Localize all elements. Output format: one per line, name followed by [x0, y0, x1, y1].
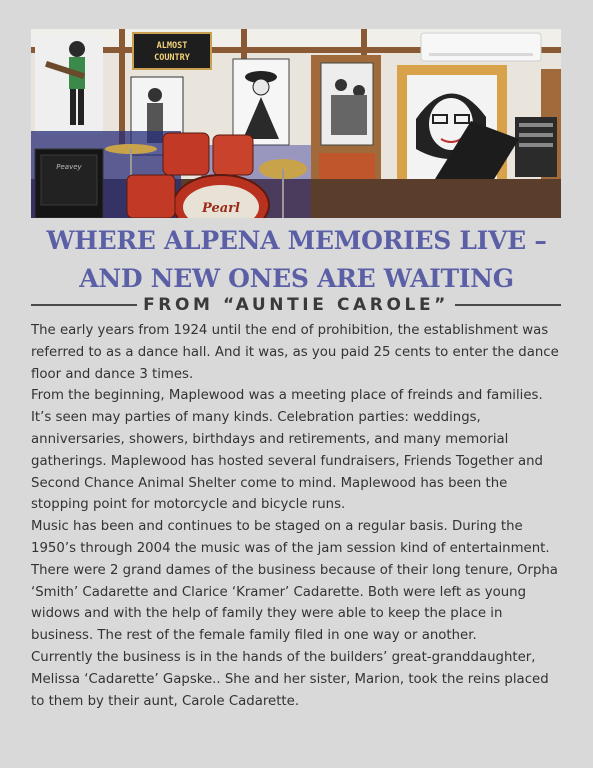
neon-sign-top: ALMOST	[156, 41, 188, 51]
paragraph-4: There were 2 grand dames of the business because of their long tenure, Orpha ‘Smith’ Cadarette and Clarice ‘Kramer’ Cadarette. Both were left as young widows and with the help of family they were able to keep the place in business. The rest of the female family filed in one way or another.	[31, 562, 558, 644]
stage-photo-illustration	[31, 29, 561, 218]
drum-logo: Pearl	[202, 201, 240, 216]
paragraph-5: Currently the business is in the hands of the builders’ great-granddaughter, Melissa ‘Cadarette’ Gapske.. She and her sister, Marion, took the reins placed to them by their aunt, Carole Cadarette.	[31, 649, 549, 709]
byline: FROM “AUNTIE CAROLE”	[143, 295, 449, 315]
byline-row	[31, 293, 561, 317]
headline	[0, 222, 593, 298]
byline-rule-right	[455, 304, 561, 306]
paragraph-2: From the beginning, Maplewood was a meeting place of freinds and families. It’s seen may parties of many kinds. Celebration parties: weddings, anniversaries, showers, birthdays and retirements, and many memorial gatherings. Maplewood has hosted several fundraisers, Friends Together and Second Chance Animal Shelter come to mind. Maplewood has been the stopping point for motorcycle and bicycle runs.	[31, 388, 543, 513]
paragraph-1: The early years from 1924 until the end of prohibition, the establishment was referred to as a dance hall. And it was, as you paid 25 cents to enter the dance floor and dance 3 times.	[31, 323, 559, 382]
headline-line-2: AND NEW ONES ARE WAITING	[79, 264, 514, 293]
neon-sign-bottom: COUNTRY	[154, 53, 190, 63]
amp-logo: Peavey	[56, 163, 82, 171]
stage-photo	[31, 29, 561, 218]
byline-rule-left	[31, 304, 137, 306]
headline-line-1: WHERE ALPENA MEMORIES LIVE –	[46, 226, 547, 255]
article-body	[31, 320, 566, 712]
paragraph-3: Music has been and continues to be staged on a regular basis. During the 1950’s through 2004 the music was of the jam session kind of entertainment.	[31, 519, 550, 556]
